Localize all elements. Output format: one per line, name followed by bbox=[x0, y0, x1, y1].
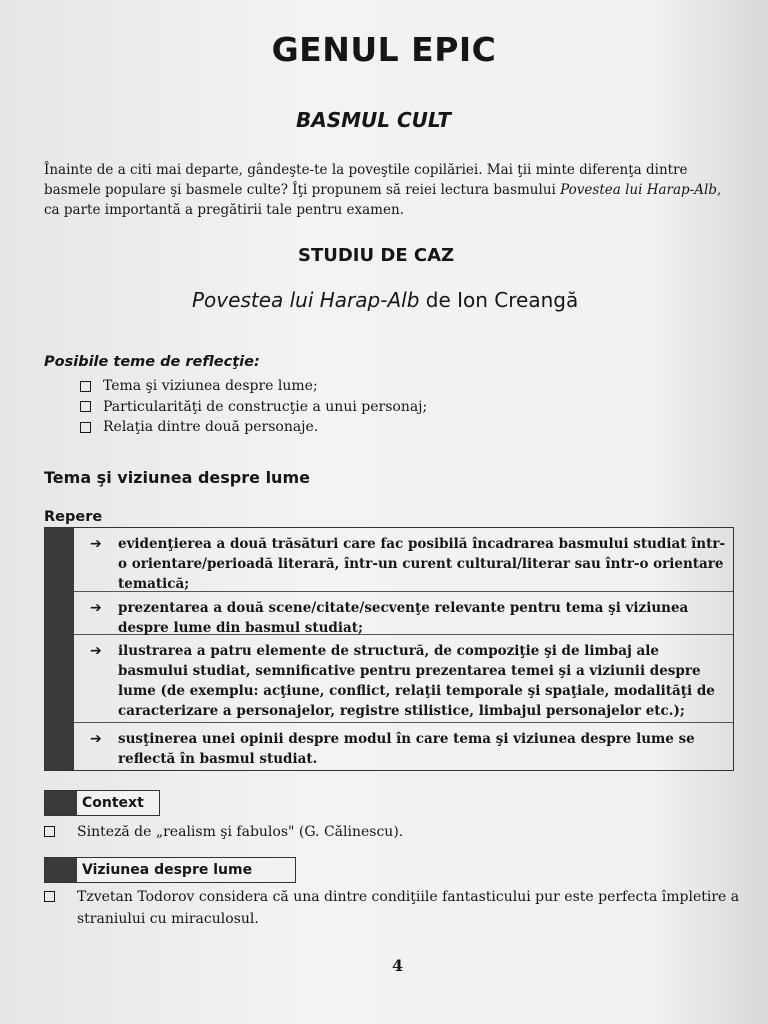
repere-text: susţinerea unei opinii despre modul în care tema şi viziunea despre lume se reflectă în basmul studiat. bbox=[118, 731, 695, 767]
viziune-note bbox=[44, 886, 744, 930]
arrow-icon: ➔ bbox=[90, 536, 102, 552]
reflection-label-text: Posibile teme de reflecţie bbox=[44, 354, 254, 370]
arrow-icon: ➔ bbox=[90, 643, 102, 659]
case-study-title: STUDIU DE CAZ bbox=[298, 245, 455, 266]
intro-line-2: dintre basmele populare şi basmele culte? Îţi propunem să reiei lectura basmului bbox=[44, 162, 688, 198]
page-number: 4 bbox=[392, 956, 404, 975]
reflection-label-colon: : bbox=[253, 354, 260, 370]
list-item bbox=[80, 376, 427, 397]
intro-line-3: , ca parte importantă a pregătirii tale pentru examen. bbox=[44, 182, 722, 218]
repere-text: prezentarea a două scene/citate/secvenţe relevante pentru tema şi viziunea despre lume din basmul studiat; bbox=[118, 600, 689, 636]
table-row bbox=[74, 723, 733, 770]
intro-work-title-part-2: Harap-Alb bbox=[646, 182, 717, 198]
repere-rows bbox=[74, 528, 733, 770]
repere-side-bar bbox=[45, 528, 74, 770]
repere-text: ilustrarea a patru elemente de structură, de compoziţie şi de limbaj ale basmului studiat, semnificative pentru prezentarea temei şi a viziunii despre lume (de exemplu: acţiune, conflict, relaţii temporale şi spaţiale, modalităţi de caracterizare a personajelor, registre stilistice, limbajul personajelor etc.); bbox=[118, 643, 715, 719]
repere-label: Repere bbox=[44, 509, 103, 525]
checkbox-icon bbox=[80, 422, 91, 433]
list-item-text: Tema şi viziunea despre lume; bbox=[103, 378, 318, 394]
context-label-box bbox=[44, 790, 160, 816]
viziune-label: Viziunea despre lume bbox=[82, 862, 253, 878]
reflection-list bbox=[80, 376, 427, 438]
arrow-icon: ➔ bbox=[90, 731, 102, 747]
list-item bbox=[80, 417, 427, 438]
context-label-marker bbox=[45, 791, 77, 815]
arrow-icon: ➔ bbox=[90, 600, 102, 616]
table-row bbox=[74, 528, 733, 592]
page-subtitle: BASMUL CULT bbox=[296, 108, 451, 132]
checkbox-icon bbox=[44, 826, 55, 837]
checkbox-icon bbox=[44, 891, 55, 902]
work-title-line bbox=[192, 288, 578, 312]
page-title: GENUL EPIC bbox=[271, 30, 497, 69]
repere-table bbox=[44, 527, 734, 771]
list-item-text: Relaţia dintre două personaje. bbox=[103, 419, 319, 435]
context-note bbox=[44, 821, 744, 843]
checkbox-icon bbox=[80, 381, 91, 392]
repere-text: evidenţierea a două trăsături care fac posibilă încadrarea basmului studiat într-o orientare/perioadă literară, într-un curent cultural/literar sau într-o orientare tematică; bbox=[118, 536, 726, 592]
table-row bbox=[74, 635, 733, 723]
context-text: Sinteză de „realism şi fabulos" (G. Călinescu). bbox=[77, 824, 404, 840]
work-title: Povestea lui Harap-Alb bbox=[192, 288, 420, 312]
table-row bbox=[74, 592, 733, 635]
list-item bbox=[80, 397, 427, 418]
reflection-label bbox=[44, 354, 260, 370]
intro-paragraph bbox=[44, 160, 734, 220]
viziune-label-marker bbox=[45, 858, 77, 882]
intro-line-1: Înainte de a citi mai departe, gândeşte-te la poveştile copilăriei. Mai ţii minte diferenţa bbox=[44, 162, 642, 178]
viziune-label-box bbox=[44, 857, 296, 883]
intro-work-title-part-1: Povestea lui bbox=[560, 182, 643, 198]
context-label: Context bbox=[82, 795, 144, 811]
list-item-text: Particularităţi de construcţie a unui personaj; bbox=[103, 398, 428, 415]
checkbox-icon bbox=[80, 401, 91, 412]
section-title: Tema şi viziunea despre lume bbox=[44, 468, 310, 487]
viziune-text: Tzvetan Todorov considera că una dintre condiţiile fantasticului pur este perfecta împletire a straniului cu miraculosul. bbox=[77, 889, 740, 927]
work-author: de Ion Creangă bbox=[419, 288, 579, 312]
